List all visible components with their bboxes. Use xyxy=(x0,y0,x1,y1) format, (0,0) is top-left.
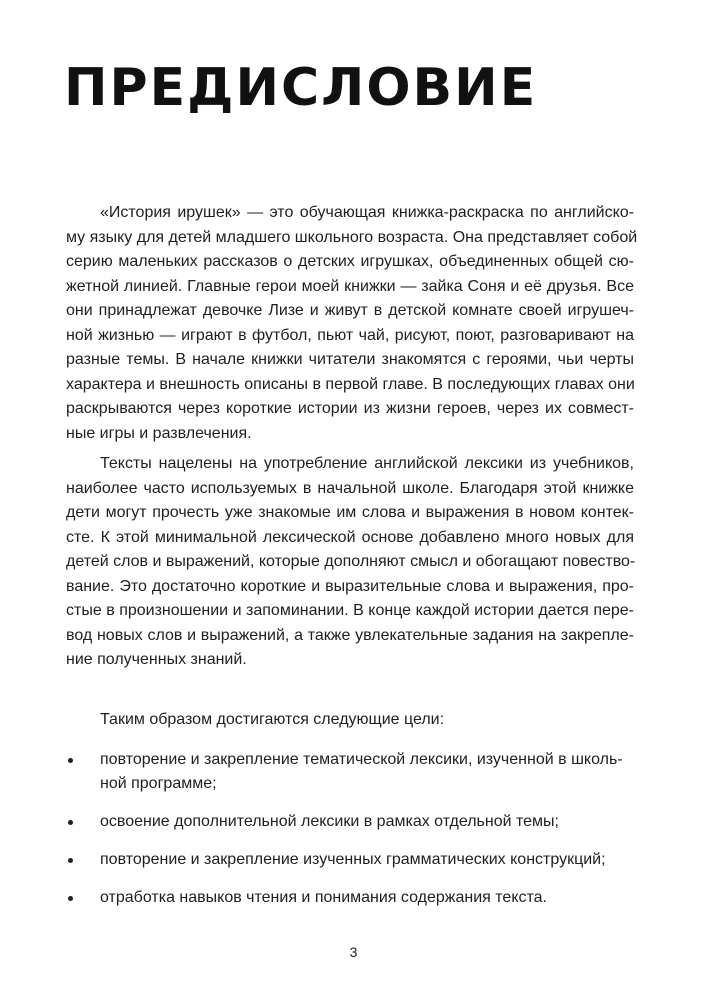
text-line: детей слов и выражений, которые дополняют смысл и обогащают повество- xyxy=(66,553,636,570)
text-line: раскрываются через короткие истории из жизни героев, через их совмест- xyxy=(66,400,634,417)
goals-list xyxy=(66,748,636,924)
text-line: разные темы. В начале книжки читатели знакомятся с героями, чьи черты xyxy=(66,351,634,368)
text-line: дети могут прочесть уже знакомые им слова и выражения в новом контек- xyxy=(66,504,634,521)
goal-item xyxy=(66,848,636,872)
text-line: вание. Это достаточно короткие и выразительные слова и выражения, про- xyxy=(66,577,634,595)
goal-text: повторение и закрепление изученных грамматических конструкций; xyxy=(100,851,606,868)
goal-item xyxy=(66,748,636,796)
text-line: ной жизнью — играют в футбол, пьют чай, рисуют, поют, разговаривают на xyxy=(66,326,634,344)
text-line: ние полученных знаний. xyxy=(66,651,247,668)
text-line: Тексты нацелены на употребление английской лексики из учебников, xyxy=(100,455,634,472)
paragraph-intro xyxy=(66,201,638,446)
text-line: му языку для детей младшего школьного возраста. Она представляет собой xyxy=(66,228,638,246)
text-line: сте. К этой минимальной лексической основе добавлено много новых для xyxy=(66,528,634,546)
goal-text: ной программе; xyxy=(100,775,217,792)
goal-text: освоение дополнительной лексики в рамках отдельной темы; xyxy=(100,813,559,830)
goal-item xyxy=(66,886,636,910)
goals-intro: Таким образом достигаются следующие цели: xyxy=(100,711,445,728)
goal-text: повторение и закрепление тематической лексики, изученной в школь- xyxy=(100,751,623,768)
text-line: они принадлежат девочке Лизе и живут в детской комнате своей игрушеч- xyxy=(66,302,634,319)
text-line: «История ирушек» — это обучающая книжка-раскраска по английско- xyxy=(100,204,634,221)
goal-item xyxy=(66,810,636,834)
bullet-dot-icon xyxy=(68,758,73,763)
text-line: вод новых слов и выражений, а также увлекательные задания на закрепле- xyxy=(66,626,634,644)
page-title: ПРЕДИСЛОВИЕ xyxy=(64,58,538,118)
bullet-dot-icon xyxy=(68,820,73,825)
bullet-dot-icon xyxy=(68,858,73,863)
text-line: ные игры и развлечения. xyxy=(66,424,252,442)
page-number: 3 xyxy=(349,944,358,960)
text-line: стые в произношении и запоминании. В конце каждой истории дается пере- xyxy=(66,602,634,619)
paragraph-texts xyxy=(66,452,634,673)
text-line: характера и внешность описаны в первой главе. В последующих главах они xyxy=(66,375,635,393)
text-line: серию маленьких рассказов о детских игрушках, объединенных общей сю- xyxy=(66,253,634,270)
text-line: наиболее часто используемых в начальной школе. Благодаря этой книжке xyxy=(66,479,634,497)
text-line: жетной линией. Главные герои моей книжки — зайка Соня и её друзья. Все xyxy=(66,277,634,295)
goal-text: отработка навыков чтения и понимания содержания текста. xyxy=(100,889,547,906)
bullet-dot-icon xyxy=(68,896,73,901)
